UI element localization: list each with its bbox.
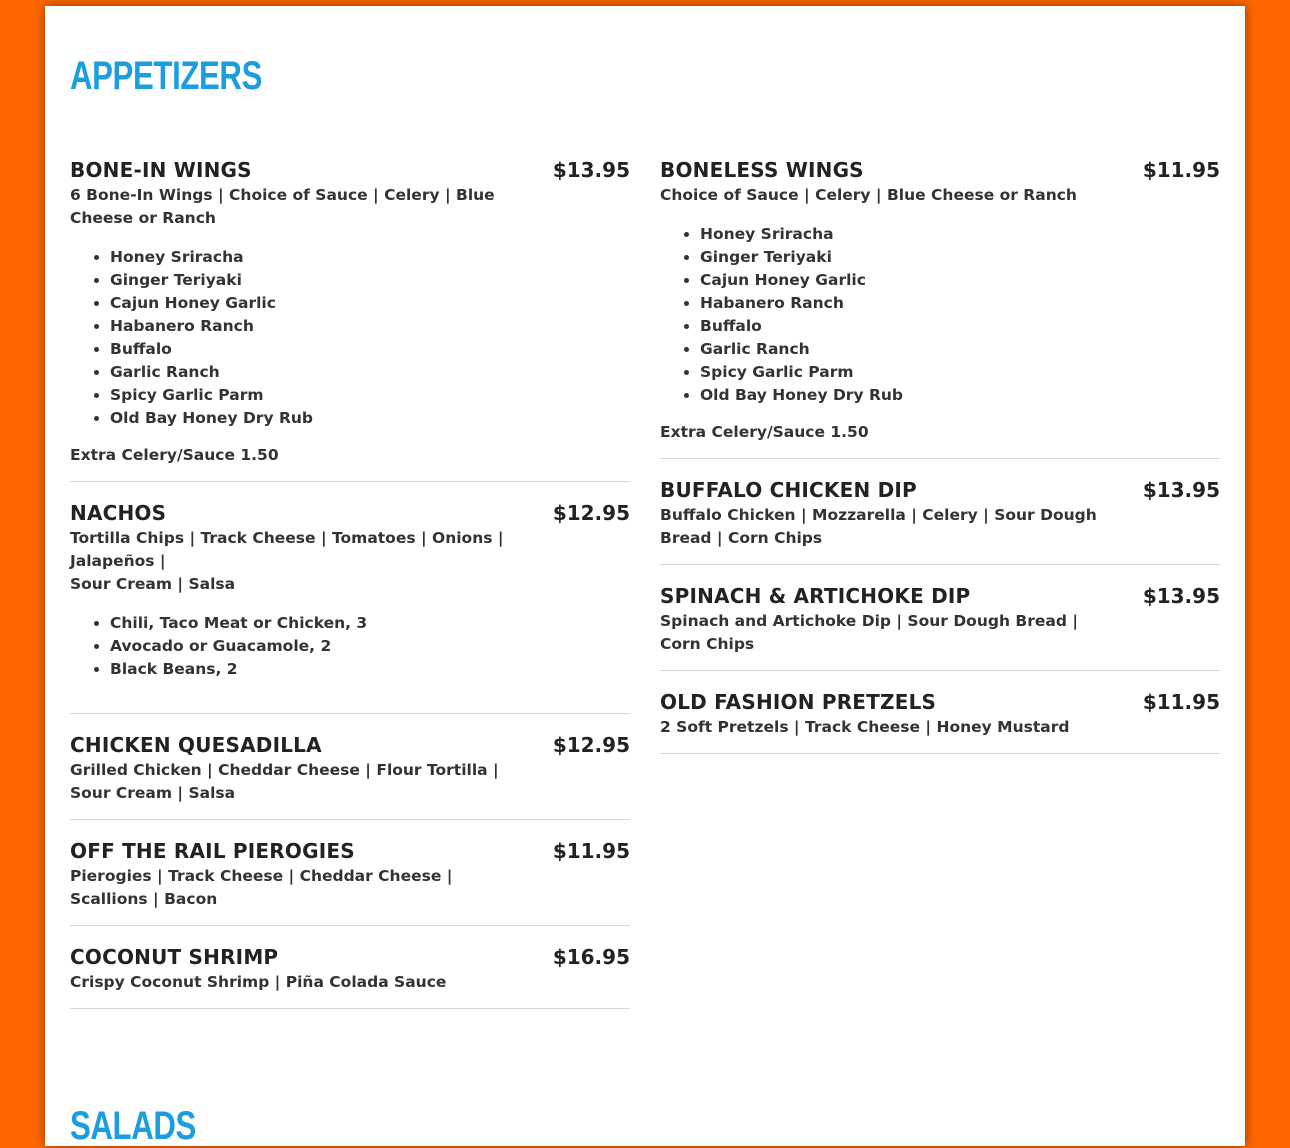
option-item: • Honey Sriracha [700, 223, 1220, 246]
option-item: • Avocado or Guacamole, 2 [110, 635, 630, 658]
option-item: • Habanero Ranch [700, 292, 1220, 315]
menu-column-right [660, 156, 1220, 771]
appetizers-heading: APPETIZERS [70, 54, 263, 98]
menu-item-price: $13.95 [552, 158, 630, 182]
option-item: • Garlic Ranch [700, 338, 1220, 361]
menu-item-price: $11.95 [1142, 158, 1220, 182]
option-item: • Buffalo [110, 338, 630, 361]
option-item: • Cajun Honey Garlic [700, 269, 1220, 292]
menu-item-name: NACHOS [70, 501, 167, 525]
salads-heading: SALADS [70, 1104, 196, 1148]
option-item: • Cajun Honey Garlic [110, 292, 630, 315]
option-item: • Ginger Teriyaki [110, 269, 630, 292]
option-item: • Buffalo [700, 315, 1220, 338]
menu-item-spinach-and-artichoke-dip [660, 582, 1220, 671]
menu-item-price: $12.95 [552, 501, 630, 525]
menu-item-boneless-wings [660, 156, 1220, 459]
option-item: • Ginger Teriyaki [700, 246, 1220, 269]
menu-item-chicken-quesadilla [70, 731, 630, 820]
option-item: • Honey Sriracha [110, 246, 630, 269]
menu-item-header [70, 156, 630, 184]
menu-item-price: $13.95 [1142, 584, 1220, 608]
menu-item-description: Spinach and Artichoke Dip | Sour Dough Bread | Corn Chips [660, 612, 1078, 653]
option-item: • Old Bay Honey Dry Rub [700, 384, 1220, 407]
menu-item-header [660, 688, 1220, 716]
menu-item-extra-note: Extra Celery/Sauce 1.50 [660, 423, 869, 441]
menu-item-off-the-rail-pierogies [70, 837, 630, 926]
menu-item-header [70, 499, 630, 527]
menu-item-price: $13.95 [1142, 478, 1220, 502]
menu-item-description: Buffalo Chicken | Mozzarella | Celery | Sour Dough Bread | Corn Chips [660, 506, 1097, 547]
option-item: • Old Bay Honey Dry Rub [110, 407, 630, 430]
menu-item-name: OLD FASHION PRETZELS [660, 690, 937, 714]
menu-item-description: Grilled Chicken | Cheddar Cheese | Flour Tortilla | Sour Cream | Salsa [70, 761, 499, 802]
sauce-options-list [70, 612, 630, 681]
menu-item-name: BONELESS WINGS [660, 158, 864, 182]
menu-item-description: Tortilla Chips | Track Cheese | Tomatoes | Onions | Jalapeños | Sour Cream | Salsa [70, 529, 504, 593]
sauce-options-list [70, 246, 630, 430]
option-item: • Habanero Ranch [110, 315, 630, 338]
menu-item-bone-in-wings [70, 156, 630, 482]
menu-item-description: Crispy Coconut Shrimp | Piña Colada Sauce [70, 973, 447, 991]
menu-item-name: CHICKEN QUESADILLA [70, 733, 322, 757]
menu-item-header [70, 837, 630, 865]
option-item: • Black Beans, 2 [110, 658, 630, 681]
option-item: • Spicy Garlic Parm [700, 361, 1220, 384]
menu-item-header [660, 156, 1220, 184]
menu-item-description: 6 Bone-In Wings | Choice of Sauce | Celery | Blue Cheese or Ranch [70, 186, 495, 227]
menu-item-name: BUFFALO CHICKEN DIP [660, 478, 917, 502]
menu-item-price: $16.95 [552, 945, 630, 969]
menu-item-price: $12.95 [552, 733, 630, 757]
menu-item-header [70, 731, 630, 759]
sauce-options-list [660, 223, 1220, 407]
menu-item-name: COCONUT SHRIMP [70, 945, 279, 969]
option-item: • Spicy Garlic Parm [110, 384, 630, 407]
menu-item-description: Pierogies | Track Cheese | Cheddar Cheese | Scallions | Bacon [70, 867, 453, 908]
menu-item-name: OFF THE RAIL PIEROGIES [70, 839, 355, 863]
menu-item-old-fashion-pretzels [660, 688, 1220, 754]
menu-item-header [660, 582, 1220, 610]
option-item: • Garlic Ranch [110, 361, 630, 384]
menu-item-description: Choice of Sauce | Celery | Blue Cheese or Ranch [660, 186, 1077, 204]
menu-item-extra-note: Extra Celery/Sauce 1.50 [70, 446, 279, 464]
menu-item-nachos [70, 499, 630, 714]
menu-item-header [660, 476, 1220, 504]
menu-item-name: SPINACH & ARTICHOKE DIP [660, 584, 971, 608]
menu-item-description: 2 Soft Pretzels | Track Cheese | Honey Mustard [660, 718, 1070, 736]
menu-column-left [70, 156, 630, 1026]
menu-item-name: BONE-IN WINGS [70, 158, 252, 182]
menu-item-header [70, 943, 630, 971]
menu-item-coconut-shrimp [70, 943, 630, 1009]
menu-item-price: $11.95 [552, 839, 630, 863]
option-item: • Chili, Taco Meat or Chicken, 3 [110, 612, 630, 635]
menu-item-price: $11.95 [1142, 690, 1220, 714]
menu-item-buffalo-chicken-dip [660, 476, 1220, 565]
menu-card [45, 6, 1245, 1146]
